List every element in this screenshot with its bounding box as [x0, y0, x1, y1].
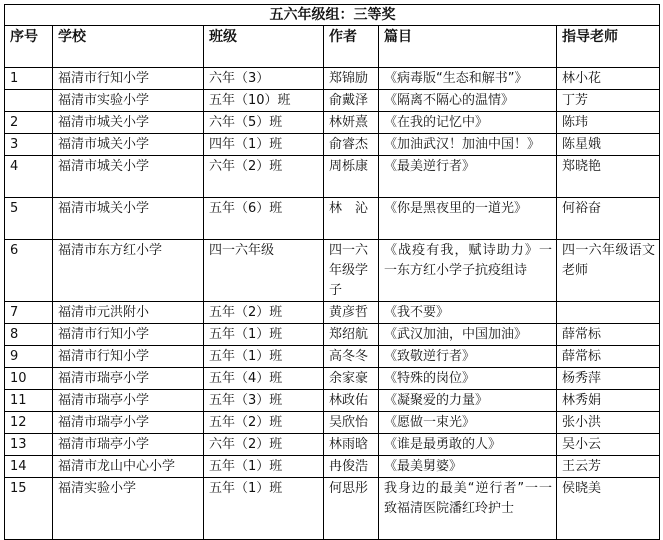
cell-work: 《你是黑夜里的一道光》: [379, 198, 557, 240]
cell-no: 14: [5, 456, 53, 478]
table-row: [5, 412, 660, 434]
cell-work: 《特殊的岗位》: [379, 368, 557, 390]
cell-author: 吴欣怡: [324, 412, 379, 434]
award-list-sheet: [4, 4, 659, 540]
cell-no: 4: [5, 156, 53, 198]
cell-school: 福清市瑞亭小学: [53, 368, 204, 390]
cell-class: 五年（2）班: [204, 412, 324, 434]
cell-teacher: 何裕奋: [557, 198, 660, 240]
cell-work: 《战疫有我，赋诗助力》一一东方红小学子抗疫组诗: [379, 240, 557, 302]
table-row: [5, 368, 660, 390]
header-teacher: 指导老师: [557, 26, 660, 68]
table-row: [5, 240, 660, 302]
cell-work: 《凝聚爱的力量》: [379, 390, 557, 412]
cell-author: 郑锦励: [324, 68, 379, 90]
table-row: [5, 90, 660, 112]
cell-author: 郑绍航: [324, 324, 379, 346]
cell-class: 四年（1）班: [204, 134, 324, 156]
table-row: [5, 156, 660, 198]
cell-school: 福清市瑞亭小学: [53, 412, 204, 434]
cell-author: 余家豪: [324, 368, 379, 390]
table-row: [5, 346, 660, 368]
table-row: [5, 478, 660, 540]
award-table: [4, 4, 660, 540]
cell-author: 冉俊浩: [324, 456, 379, 478]
cell-author: 高冬冬: [324, 346, 379, 368]
cell-teacher: 王云芳: [557, 456, 660, 478]
cell-teacher: 陈星娥: [557, 134, 660, 156]
cell-school: 福清市城关小学: [53, 156, 204, 198]
cell-class: 五年（1）班: [204, 346, 324, 368]
header-work: 篇目: [379, 26, 557, 68]
cell-no: [5, 90, 53, 112]
cell-work: 《愿做一束光》: [379, 412, 557, 434]
cell-work: 《病毒版“生态和解书”》: [379, 68, 557, 90]
cell-no: 6: [5, 240, 53, 302]
cell-class: 六年（3）: [204, 68, 324, 90]
table-row: [5, 198, 660, 240]
cell-author: 何思彤: [324, 478, 379, 540]
table-row: [5, 68, 660, 90]
cell-work: 《我不要》: [379, 302, 557, 324]
table-row: [5, 134, 660, 156]
header-author: 作者: [324, 26, 379, 68]
table-row: [5, 324, 660, 346]
cell-author: 林妍熹: [324, 112, 379, 134]
cell-no: 3: [5, 134, 53, 156]
cell-teacher: 林小花: [557, 68, 660, 90]
cell-work: 《在我的记忆中》: [379, 112, 557, 134]
cell-author: 林政佑: [324, 390, 379, 412]
cell-no: 11: [5, 390, 53, 412]
cell-no: 13: [5, 434, 53, 456]
cell-class: 六年（2）班: [204, 434, 324, 456]
cell-teacher: 林秀娟: [557, 390, 660, 412]
cell-school: 福清市城关小学: [53, 198, 204, 240]
cell-class: 六年（5）班: [204, 112, 324, 134]
cell-work: 《加油武汉！加油中国！》: [379, 134, 557, 156]
cell-class: 五年（6）班: [204, 198, 324, 240]
cell-work: 《武汉加油，中国加油》: [379, 324, 557, 346]
cell-school: 福清市行知小学: [53, 324, 204, 346]
cell-no: 7: [5, 302, 53, 324]
cell-teacher: 薛常标: [557, 324, 660, 346]
header-no: 序号: [5, 26, 53, 68]
cell-school: 福清市城关小学: [53, 134, 204, 156]
table-row: [5, 434, 660, 456]
cell-teacher: 侯晓美: [557, 478, 660, 540]
cell-school: 福清市行知小学: [53, 68, 204, 90]
cell-author: 俞戴泽: [324, 90, 379, 112]
cell-school: 福清市行知小学: [53, 346, 204, 368]
cell-no: 8: [5, 324, 53, 346]
cell-no: 2: [5, 112, 53, 134]
cell-class: 六年（2）班: [204, 156, 324, 198]
cell-no: 1: [5, 68, 53, 90]
cell-teacher: 薛常标: [557, 346, 660, 368]
cell-teacher: 杨秀萍: [557, 368, 660, 390]
cell-school: 福清市龙山中心小学: [53, 456, 204, 478]
cell-teacher: 陈玮: [557, 112, 660, 134]
cell-class: 五年（4）班: [204, 368, 324, 390]
cell-teacher: [557, 302, 660, 324]
header-class: 班级: [204, 26, 324, 68]
cell-class: 五年（3）班: [204, 390, 324, 412]
cell-author: 俞睿杰: [324, 134, 379, 156]
cell-class: 五年（10）班: [204, 90, 324, 112]
cell-school: 福清市元洪附小: [53, 302, 204, 324]
table-row: [5, 456, 660, 478]
cell-work: 《谁是最勇敢的人》: [379, 434, 557, 456]
cell-work: 《致敬逆行者》: [379, 346, 557, 368]
cell-class: 四一六年级: [204, 240, 324, 302]
table-row: [5, 302, 660, 324]
cell-school: 福清市瑞亭小学: [53, 390, 204, 412]
cell-school: 福清市城关小学: [53, 112, 204, 134]
cell-no: 9: [5, 346, 53, 368]
cell-school: 福清实验小学: [53, 478, 204, 540]
cell-no: 12: [5, 412, 53, 434]
cell-author: 林雨晗: [324, 434, 379, 456]
header-school: 学校: [53, 26, 204, 68]
cell-teacher: 郑晓艳: [557, 156, 660, 198]
cell-school: 福清市实验小学: [53, 90, 204, 112]
table-row: [5, 112, 660, 134]
cell-work: 我身边的最美“逆行者”一一致福清医院潘红玲护士: [379, 478, 557, 540]
cell-teacher: 吴小云: [557, 434, 660, 456]
table-title: 五六年级组：三等奖: [5, 5, 660, 26]
cell-author: 林 沁: [324, 198, 379, 240]
cell-no: 5: [5, 198, 53, 240]
cell-no: 10: [5, 368, 53, 390]
cell-author: 四一六年级学子: [324, 240, 379, 302]
cell-teacher: 张小洪: [557, 412, 660, 434]
cell-author: 周栎康: [324, 156, 379, 198]
cell-author: 黄彦哲: [324, 302, 379, 324]
cell-class: 五年（1）班: [204, 456, 324, 478]
cell-class: 五年（2）班: [204, 302, 324, 324]
cell-class: 五年（1）班: [204, 478, 324, 540]
cell-no: 15: [5, 478, 53, 540]
cell-teacher: 四一六年级语文老师: [557, 240, 660, 302]
table-row: [5, 390, 660, 412]
header-row: [5, 26, 660, 68]
cell-work: 《最美逆行者》: [379, 156, 557, 198]
cell-work: 《隔离不隔心的温情》: [379, 90, 557, 112]
cell-school: 福清市瑞亭小学: [53, 434, 204, 456]
cell-school: 福清市东方红小学: [53, 240, 204, 302]
cell-teacher: 丁芳: [557, 90, 660, 112]
cell-class: 五年（1）班: [204, 324, 324, 346]
cell-work: 《最美舅婆》: [379, 456, 557, 478]
